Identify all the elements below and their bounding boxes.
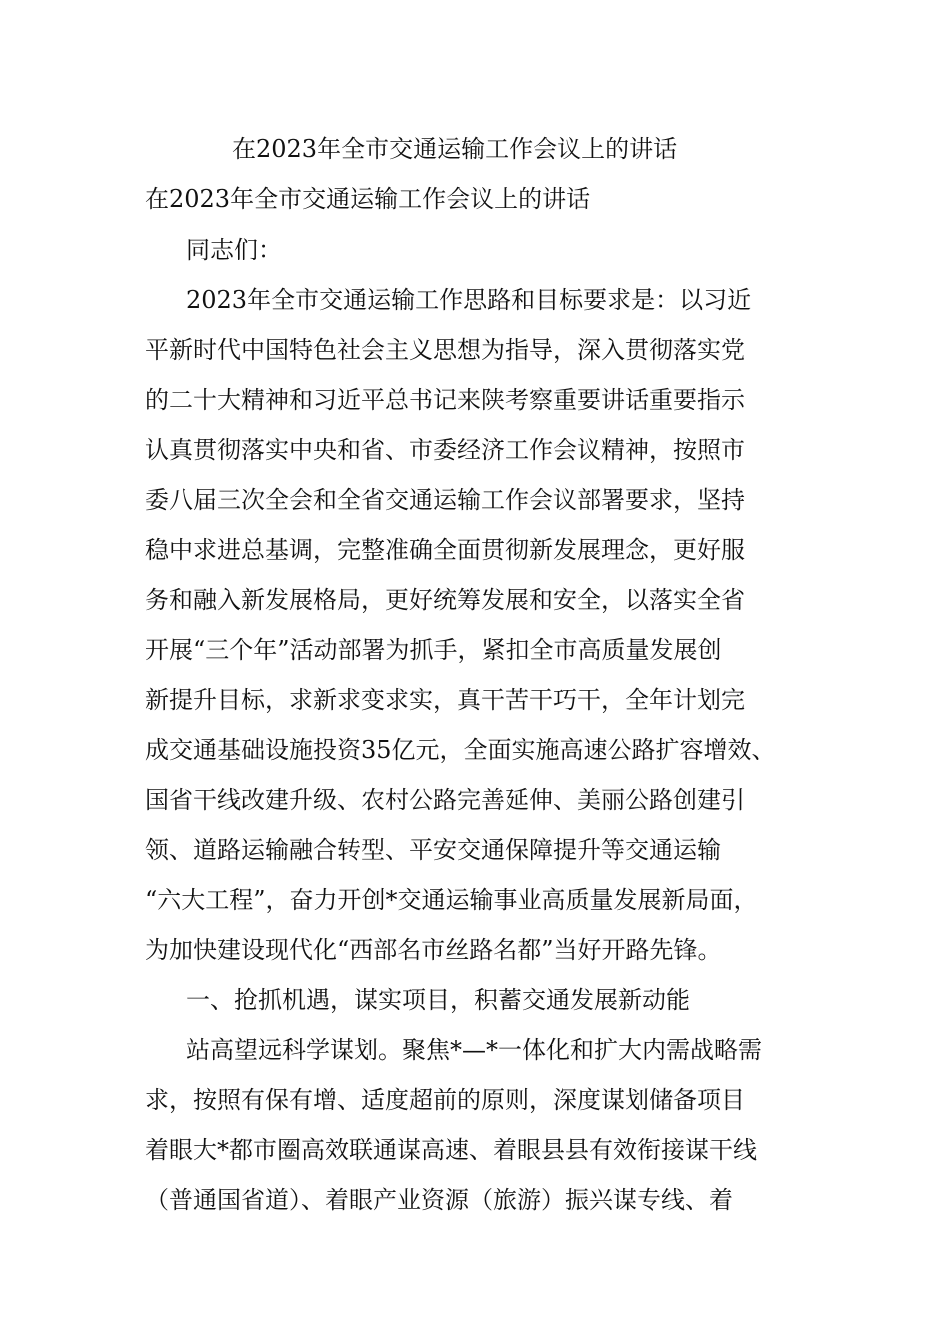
paragraph-line: 的二十大精神和习近平总书记来陕考察重要讲话重要指示 (145, 386, 745, 414)
paragraph-line: 成交通基础设施投资35亿元，全面实施高速公路扩容增效、 (145, 736, 776, 764)
document-title: 在2023年全市交通运输工作会议上的讲话 (232, 135, 678, 163)
paragraph-line: 平新时代中国特色社会主义思想为指导，深入贯彻落实党 (145, 336, 745, 364)
paragraph-line: 站高望远科学谋划。聚焦*—*一体化和扩大内需战略需 (186, 1036, 762, 1064)
paragraph-line: 求，按照有保有增、适度超前的原则，深度谋划储备项目 (145, 1086, 745, 1114)
paragraph-line: 委八届三次全会和全省交通运输工作会议部署要求，坚持 (145, 486, 745, 514)
greeting: 同志们： (186, 236, 282, 264)
paragraph-line: 着眼大*都市圈高效联通谋高速、着眼县县有效衔接谋干线 (145, 1136, 757, 1164)
paragraph-line: 稳中求进总基调，完整准确全面贯彻新发展理念，更好服 (145, 536, 745, 564)
paragraph-line: 2023年全市交通运输工作思路和目标要求是：以习近 (186, 286, 752, 314)
paragraph-line: 国省干线改建升级、农村公路完善延伸、美丽公路创建引 (145, 786, 745, 814)
section-heading: 一、抢抓机遇，谋实项目，积蓄交通发展新动能 (186, 986, 690, 1014)
paragraph-line: 认真贯彻落实中央和省、市委经济工作会议精神，按照市 (145, 436, 745, 464)
paragraph-line: 为加快建设现代化“西部名市丝路名都”当好开路先锋。 (145, 936, 722, 964)
paragraph-line: 领、道路运输融合转型、平安交通保障提升等交通运输 (145, 836, 721, 864)
document-subtitle: 在2023年全市交通运输工作会议上的讲话 (145, 185, 591, 213)
paragraph-line: 开展“三个年”活动部署为抓手，紧扣全市高质量发展创 (145, 636, 722, 664)
paragraph-line: 务和融入新发展格局，更好统筹发展和安全，以落实全省 (145, 586, 745, 614)
paragraph-line: 新提升目标，求新求变求实，真干苦干巧干，全年计划完 (145, 686, 745, 714)
paragraph-line: （普通国省道）、着眼产业资源（旅游）振兴谋专线、着 (145, 1186, 733, 1214)
paragraph-line: “六大工程”，奋力开创*交通运输事业高质量发展新局面， (145, 886, 758, 914)
